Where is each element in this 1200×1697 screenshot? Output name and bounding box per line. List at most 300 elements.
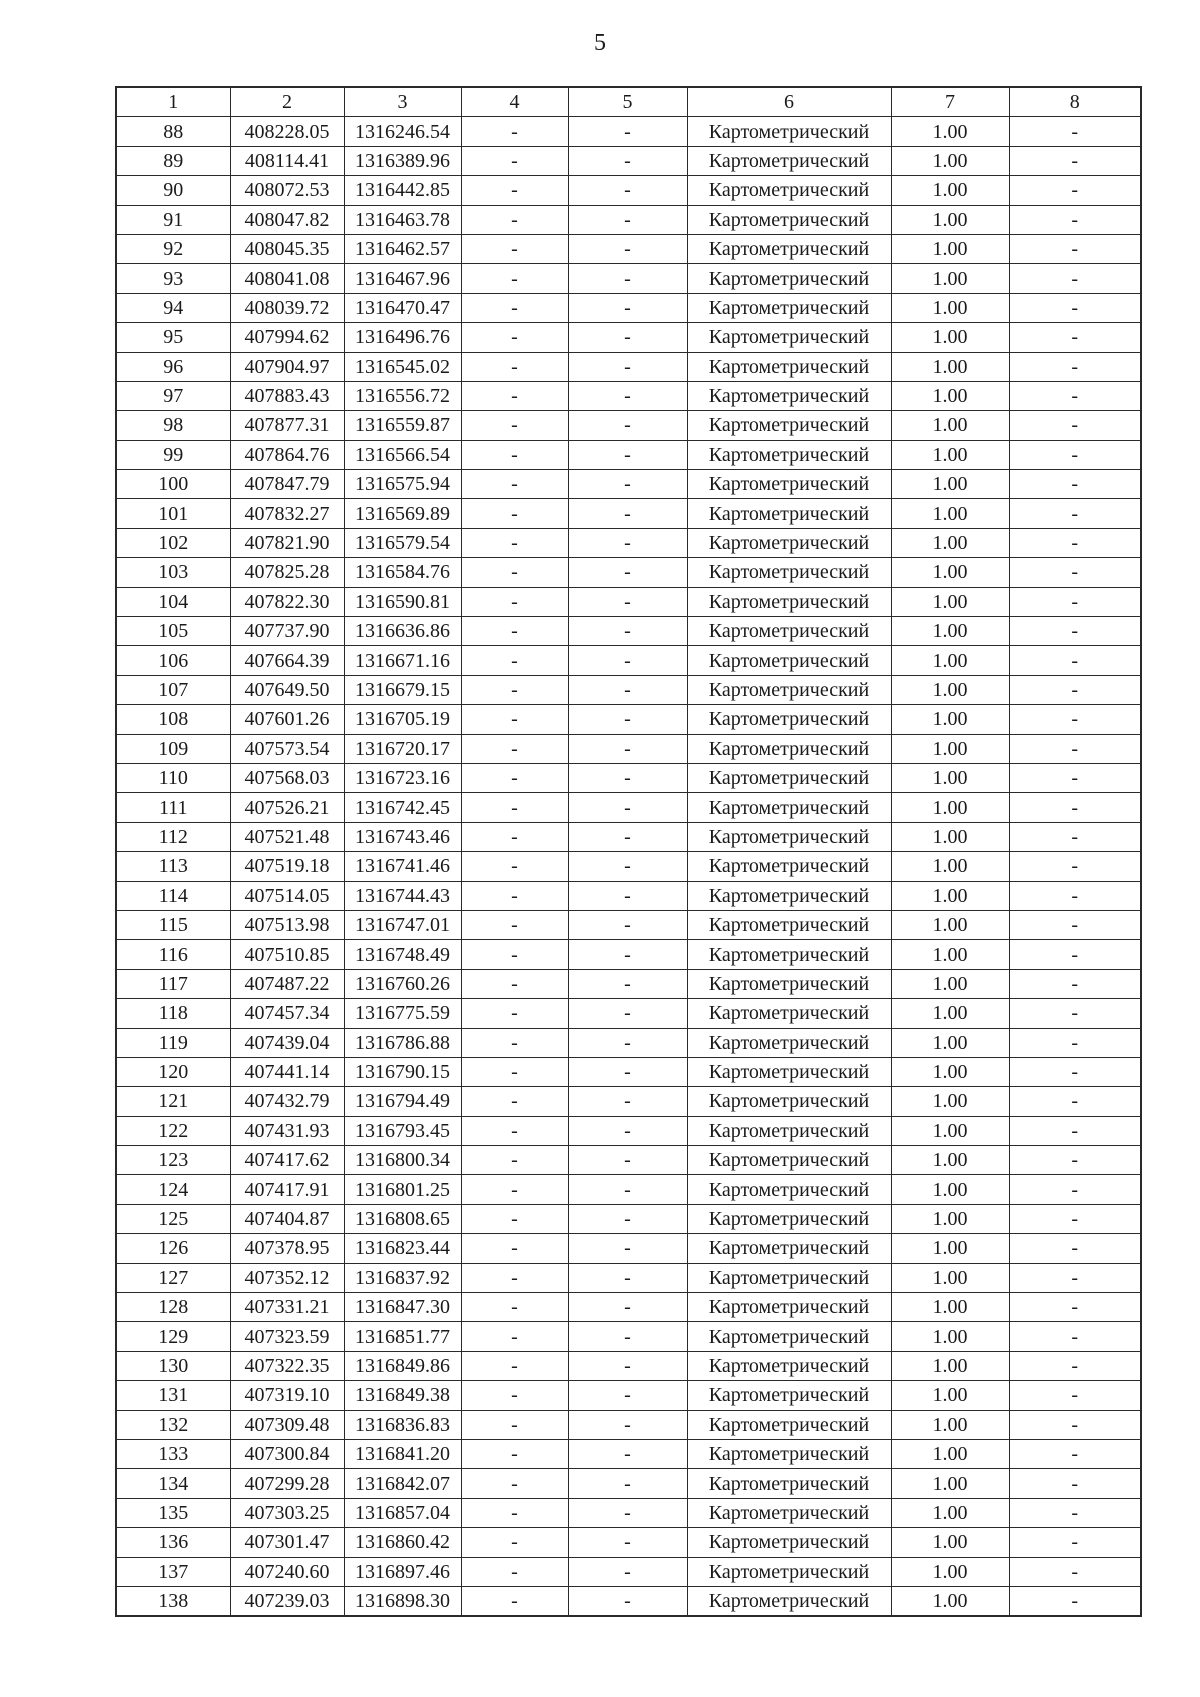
method-cell: Картометрический — [687, 675, 891, 704]
column-4-cell: - — [461, 1116, 568, 1145]
accuracy-cell: 1.00 — [891, 969, 1009, 998]
point-number-cell: 115 — [116, 910, 230, 939]
column-5-cell: - — [568, 205, 687, 234]
column-8-cell: - — [1009, 205, 1141, 234]
column-4-cell: - — [461, 323, 568, 352]
x-coordinate-cell: 408228.05 — [230, 117, 344, 146]
column-8-cell: - — [1009, 1469, 1141, 1498]
column-5-cell: - — [568, 440, 687, 469]
table-row — [116, 440, 1141, 469]
column-4-cell: - — [461, 1439, 568, 1468]
accuracy-cell: 1.00 — [891, 1351, 1009, 1380]
method-cell: Картометрический — [687, 793, 891, 822]
y-coordinate-cell: 1316590.81 — [344, 587, 461, 616]
table-row — [116, 881, 1141, 910]
point-number-cell: 90 — [116, 176, 230, 205]
column-5-cell: - — [568, 822, 687, 851]
accuracy-cell: 1.00 — [891, 822, 1009, 851]
x-coordinate-cell: 407319.10 — [230, 1381, 344, 1410]
x-coordinate-cell: 407832.27 — [230, 499, 344, 528]
x-coordinate-cell: 407323.59 — [230, 1322, 344, 1351]
column-5-cell: - — [568, 1263, 687, 1292]
y-coordinate-cell: 1316851.77 — [344, 1322, 461, 1351]
table-row — [116, 793, 1141, 822]
method-cell: Картометрический — [687, 1528, 891, 1557]
method-cell: Картометрический — [687, 1469, 891, 1498]
x-coordinate-cell: 407737.90 — [230, 617, 344, 646]
table-row — [116, 969, 1141, 998]
column-5-cell: - — [568, 146, 687, 175]
accuracy-cell: 1.00 — [891, 499, 1009, 528]
point-number-cell: 88 — [116, 117, 230, 146]
y-coordinate-cell: 1316847.30 — [344, 1293, 461, 1322]
table-row — [116, 822, 1141, 851]
column-8-cell: - — [1009, 558, 1141, 587]
column-5-cell: - — [568, 1175, 687, 1204]
accuracy-cell: 1.00 — [891, 1322, 1009, 1351]
column-8-cell: - — [1009, 117, 1141, 146]
accuracy-cell: 1.00 — [891, 1498, 1009, 1527]
x-coordinate-cell: 407299.28 — [230, 1469, 344, 1498]
column-4-cell: - — [461, 440, 568, 469]
point-number-cell: 106 — [116, 646, 230, 675]
column-8-cell: - — [1009, 323, 1141, 352]
method-cell: Картометрический — [687, 1204, 891, 1233]
x-coordinate-cell: 407441.14 — [230, 1057, 344, 1086]
y-coordinate-cell: 1316786.88 — [344, 1028, 461, 1057]
column-5-cell: - — [568, 1439, 687, 1468]
y-coordinate-cell: 1316897.46 — [344, 1557, 461, 1586]
table-row — [116, 264, 1141, 293]
y-coordinate-cell: 1316442.85 — [344, 176, 461, 205]
accuracy-cell: 1.00 — [891, 940, 1009, 969]
method-cell: Картометрический — [687, 587, 891, 616]
column-8-cell: - — [1009, 646, 1141, 675]
method-cell: Картометрический — [687, 1557, 891, 1586]
x-coordinate-cell: 408072.53 — [230, 176, 344, 205]
x-coordinate-cell: 407331.21 — [230, 1293, 344, 1322]
column-4-cell: - — [461, 381, 568, 410]
accuracy-cell: 1.00 — [891, 176, 1009, 205]
column-4-cell: - — [461, 646, 568, 675]
point-number-cell: 107 — [116, 675, 230, 704]
x-coordinate-cell: 407457.34 — [230, 999, 344, 1028]
column-8-cell: - — [1009, 822, 1141, 851]
method-cell: Картометрический — [687, 1116, 891, 1145]
column-4-cell: - — [461, 499, 568, 528]
method-cell: Картометрический — [687, 852, 891, 881]
column-5-cell: - — [568, 1410, 687, 1439]
column-4-cell: - — [461, 1028, 568, 1057]
column-5-cell: - — [568, 176, 687, 205]
table-row — [116, 1410, 1141, 1439]
method-cell: Картометрический — [687, 293, 891, 322]
column-4-cell: - — [461, 1204, 568, 1233]
method-cell: Картометрический — [687, 352, 891, 381]
point-number-cell: 138 — [116, 1586, 230, 1616]
x-coordinate-cell: 408041.08 — [230, 264, 344, 293]
accuracy-cell: 1.00 — [891, 734, 1009, 763]
column-5-cell: - — [568, 734, 687, 763]
x-coordinate-cell: 408039.72 — [230, 293, 344, 322]
method-cell: Картометрический — [687, 234, 891, 263]
x-coordinate-cell: 407514.05 — [230, 881, 344, 910]
point-number-cell: 127 — [116, 1263, 230, 1292]
x-coordinate-cell: 407573.54 — [230, 734, 344, 763]
column-8-cell: - — [1009, 1351, 1141, 1380]
column-4-cell: - — [461, 1057, 568, 1086]
point-number-cell: 134 — [116, 1469, 230, 1498]
point-number-cell: 91 — [116, 205, 230, 234]
column-5-cell: - — [568, 558, 687, 587]
method-cell: Картометрический — [687, 881, 891, 910]
accuracy-cell: 1.00 — [891, 352, 1009, 381]
table-row — [116, 999, 1141, 1028]
x-coordinate-cell: 407301.47 — [230, 1528, 344, 1557]
point-number-cell: 135 — [116, 1498, 230, 1527]
x-coordinate-cell: 407526.21 — [230, 793, 344, 822]
method-cell: Картометрический — [687, 1439, 891, 1468]
y-coordinate-cell: 1316775.59 — [344, 999, 461, 1028]
point-number-cell: 108 — [116, 705, 230, 734]
method-cell: Картометрический — [687, 1381, 891, 1410]
method-cell: Картометрический — [687, 176, 891, 205]
accuracy-cell: 1.00 — [891, 1410, 1009, 1439]
method-cell: Картометрический — [687, 1146, 891, 1175]
column-header: 6 — [687, 87, 891, 117]
point-number-cell: 131 — [116, 1381, 230, 1410]
accuracy-cell: 1.00 — [891, 763, 1009, 792]
y-coordinate-cell: 1316575.94 — [344, 470, 461, 499]
table-row — [116, 675, 1141, 704]
point-number-cell: 98 — [116, 411, 230, 440]
table-row — [116, 1557, 1141, 1586]
accuracy-cell: 1.00 — [891, 1146, 1009, 1175]
table-row — [116, 411, 1141, 440]
point-number-cell: 109 — [116, 734, 230, 763]
column-5-cell: - — [568, 705, 687, 734]
column-4-cell: - — [461, 293, 568, 322]
column-8-cell: - — [1009, 1263, 1141, 1292]
column-5-cell: - — [568, 1381, 687, 1410]
method-cell: Картометрический — [687, 528, 891, 557]
table-row — [116, 499, 1141, 528]
column-5-cell: - — [568, 381, 687, 410]
column-8-cell: - — [1009, 675, 1141, 704]
column-header: 5 — [568, 87, 687, 117]
point-number-cell: 102 — [116, 528, 230, 557]
table-row — [116, 381, 1141, 410]
point-number-cell: 103 — [116, 558, 230, 587]
y-coordinate-cell: 1316849.86 — [344, 1351, 461, 1380]
column-4-cell: - — [461, 1469, 568, 1498]
accuracy-cell: 1.00 — [891, 1116, 1009, 1145]
y-coordinate-cell: 1316741.46 — [344, 852, 461, 881]
column-header: 8 — [1009, 87, 1141, 117]
column-8-cell: - — [1009, 293, 1141, 322]
x-coordinate-cell: 407994.62 — [230, 323, 344, 352]
table-row — [116, 1087, 1141, 1116]
method-cell: Картометрический — [687, 205, 891, 234]
accuracy-cell: 1.00 — [891, 440, 1009, 469]
accuracy-cell: 1.00 — [891, 1469, 1009, 1498]
column-8-cell: - — [1009, 999, 1141, 1028]
y-coordinate-cell: 1316559.87 — [344, 411, 461, 440]
column-4-cell: - — [461, 969, 568, 998]
x-coordinate-cell: 407822.30 — [230, 587, 344, 616]
point-number-cell: 118 — [116, 999, 230, 1028]
point-number-cell: 100 — [116, 470, 230, 499]
column-5-cell: - — [568, 1351, 687, 1380]
x-coordinate-cell: 407568.03 — [230, 763, 344, 792]
x-coordinate-cell: 407303.25 — [230, 1498, 344, 1527]
y-coordinate-cell: 1316463.78 — [344, 205, 461, 234]
method-cell: Картометрический — [687, 822, 891, 851]
accuracy-cell: 1.00 — [891, 793, 1009, 822]
method-cell: Картометрический — [687, 734, 891, 763]
accuracy-cell: 1.00 — [891, 470, 1009, 499]
point-number-cell: 97 — [116, 381, 230, 410]
point-number-cell: 125 — [116, 1204, 230, 1233]
column-4-cell: - — [461, 1087, 568, 1116]
accuracy-cell: 1.00 — [891, 705, 1009, 734]
column-5-cell: - — [568, 1586, 687, 1616]
y-coordinate-cell: 1316545.02 — [344, 352, 461, 381]
accuracy-cell: 1.00 — [891, 910, 1009, 939]
method-cell: Картометрический — [687, 381, 891, 410]
table-row — [116, 1146, 1141, 1175]
y-coordinate-cell: 1316857.04 — [344, 1498, 461, 1527]
table-row — [116, 910, 1141, 939]
accuracy-cell: 1.00 — [891, 1087, 1009, 1116]
table-row — [116, 558, 1141, 587]
method-cell: Картометрический — [687, 146, 891, 175]
column-5-cell: - — [568, 1057, 687, 1086]
y-coordinate-cell: 1316898.30 — [344, 1586, 461, 1616]
column-4-cell: - — [461, 117, 568, 146]
accuracy-cell: 1.00 — [891, 146, 1009, 175]
column-5-cell: - — [568, 1498, 687, 1527]
x-coordinate-cell: 407519.18 — [230, 852, 344, 881]
y-coordinate-cell: 1316705.19 — [344, 705, 461, 734]
accuracy-cell: 1.00 — [891, 1528, 1009, 1557]
method-cell: Картометрический — [687, 264, 891, 293]
x-coordinate-cell: 407664.39 — [230, 646, 344, 675]
column-8-cell: - — [1009, 1557, 1141, 1586]
accuracy-cell: 1.00 — [891, 558, 1009, 587]
point-number-cell: 111 — [116, 793, 230, 822]
column-8-cell: - — [1009, 1498, 1141, 1527]
table-row — [116, 323, 1141, 352]
point-number-cell: 137 — [116, 1557, 230, 1586]
column-5-cell: - — [568, 1028, 687, 1057]
x-coordinate-cell: 407322.35 — [230, 1351, 344, 1380]
accuracy-cell: 1.00 — [891, 1293, 1009, 1322]
column-8-cell: - — [1009, 1146, 1141, 1175]
y-coordinate-cell: 1316808.65 — [344, 1204, 461, 1233]
column-4-cell: - — [461, 1351, 568, 1380]
table-row — [116, 763, 1141, 792]
column-5-cell: - — [568, 1204, 687, 1233]
point-number-cell: 122 — [116, 1116, 230, 1145]
method-cell: Картометрический — [687, 1175, 891, 1204]
method-cell: Картометрический — [687, 617, 891, 646]
table-row — [116, 352, 1141, 381]
column-4-cell: - — [461, 734, 568, 763]
table-row — [116, 1351, 1141, 1380]
column-5-cell: - — [568, 117, 687, 146]
table-row — [116, 1528, 1141, 1557]
column-8-cell: - — [1009, 1410, 1141, 1439]
column-4-cell: - — [461, 205, 568, 234]
column-8-cell: - — [1009, 617, 1141, 646]
y-coordinate-cell: 1316584.76 — [344, 558, 461, 587]
point-number-cell: 121 — [116, 1087, 230, 1116]
method-cell: Картометрический — [687, 1293, 891, 1322]
table-row — [116, 1498, 1141, 1527]
column-8-cell: - — [1009, 381, 1141, 410]
x-coordinate-cell: 407487.22 — [230, 969, 344, 998]
column-5-cell: - — [568, 999, 687, 1028]
point-number-cell: 123 — [116, 1146, 230, 1175]
x-coordinate-cell: 407883.43 — [230, 381, 344, 410]
table-body — [116, 117, 1141, 1616]
y-coordinate-cell: 1316744.43 — [344, 881, 461, 910]
y-coordinate-cell: 1316246.54 — [344, 117, 461, 146]
column-8-cell: - — [1009, 176, 1141, 205]
column-4-cell: - — [461, 1293, 568, 1322]
column-header: 7 — [891, 87, 1009, 117]
column-5-cell: - — [568, 881, 687, 910]
column-8-cell: - — [1009, 1528, 1141, 1557]
column-8-cell: - — [1009, 264, 1141, 293]
column-5-cell: - — [568, 1146, 687, 1175]
column-4-cell: - — [461, 999, 568, 1028]
column-4-cell: - — [461, 1498, 568, 1527]
column-5-cell: - — [568, 617, 687, 646]
y-coordinate-cell: 1316742.45 — [344, 793, 461, 822]
y-coordinate-cell: 1316579.54 — [344, 528, 461, 557]
accuracy-cell: 1.00 — [891, 234, 1009, 263]
accuracy-cell: 1.00 — [891, 675, 1009, 704]
point-number-cell: 116 — [116, 940, 230, 969]
y-coordinate-cell: 1316842.07 — [344, 1469, 461, 1498]
y-coordinate-cell: 1316720.17 — [344, 734, 461, 763]
column-8-cell: - — [1009, 499, 1141, 528]
y-coordinate-cell: 1316556.72 — [344, 381, 461, 410]
table-row — [116, 1263, 1141, 1292]
y-coordinate-cell: 1316823.44 — [344, 1234, 461, 1263]
y-coordinate-cell: 1316794.49 — [344, 1087, 461, 1116]
point-number-cell: 120 — [116, 1057, 230, 1086]
point-number-cell: 119 — [116, 1028, 230, 1057]
x-coordinate-cell: 407404.87 — [230, 1204, 344, 1233]
x-coordinate-cell: 407240.60 — [230, 1557, 344, 1586]
table-row — [116, 587, 1141, 616]
column-8-cell: - — [1009, 470, 1141, 499]
column-5-cell: - — [568, 1087, 687, 1116]
column-4-cell: - — [461, 1528, 568, 1557]
accuracy-cell: 1.00 — [891, 1234, 1009, 1263]
column-4-cell: - — [461, 1322, 568, 1351]
table-row — [116, 1586, 1141, 1616]
table-row — [116, 1175, 1141, 1204]
method-cell: Картометрический — [687, 1057, 891, 1086]
table-row — [116, 146, 1141, 175]
method-cell: Картометрический — [687, 705, 891, 734]
column-4-cell: - — [461, 264, 568, 293]
method-cell: Картометрический — [687, 470, 891, 499]
y-coordinate-cell: 1316800.34 — [344, 1146, 461, 1175]
column-4-cell: - — [461, 705, 568, 734]
column-8-cell: - — [1009, 1175, 1141, 1204]
header-row — [116, 87, 1141, 117]
x-coordinate-cell: 407847.79 — [230, 470, 344, 499]
column-8-cell: - — [1009, 146, 1141, 175]
column-4-cell: - — [461, 176, 568, 205]
column-4-cell: - — [461, 528, 568, 557]
point-number-cell: 112 — [116, 822, 230, 851]
x-coordinate-cell: 407864.76 — [230, 440, 344, 469]
y-coordinate-cell: 1316849.38 — [344, 1381, 461, 1410]
column-header: 2 — [230, 87, 344, 117]
column-5-cell: - — [568, 1293, 687, 1322]
method-cell: Картометрический — [687, 646, 891, 675]
x-coordinate-cell: 408114.41 — [230, 146, 344, 175]
point-number-cell: 113 — [116, 852, 230, 881]
x-coordinate-cell: 407601.26 — [230, 705, 344, 734]
column-8-cell: - — [1009, 1057, 1141, 1086]
y-coordinate-cell: 1316836.83 — [344, 1410, 461, 1439]
point-number-cell: 128 — [116, 1293, 230, 1322]
column-8-cell: - — [1009, 763, 1141, 792]
accuracy-cell: 1.00 — [891, 587, 1009, 616]
y-coordinate-cell: 1316760.26 — [344, 969, 461, 998]
accuracy-cell: 1.00 — [891, 1439, 1009, 1468]
y-coordinate-cell: 1316801.25 — [344, 1175, 461, 1204]
method-cell: Картометрический — [687, 323, 891, 352]
column-4-cell: - — [461, 1175, 568, 1204]
x-coordinate-cell: 407352.12 — [230, 1263, 344, 1292]
accuracy-cell: 1.00 — [891, 117, 1009, 146]
x-coordinate-cell: 407432.79 — [230, 1087, 344, 1116]
table-row — [116, 1381, 1141, 1410]
method-cell: Картометрический — [687, 558, 891, 587]
point-number-cell: 92 — [116, 234, 230, 263]
y-coordinate-cell: 1316747.01 — [344, 910, 461, 939]
x-coordinate-cell: 407513.98 — [230, 910, 344, 939]
column-4-cell: - — [461, 1557, 568, 1586]
column-5-cell: - — [568, 587, 687, 616]
y-coordinate-cell: 1316636.86 — [344, 617, 461, 646]
y-coordinate-cell: 1316841.20 — [344, 1439, 461, 1468]
column-8-cell: - — [1009, 528, 1141, 557]
accuracy-cell: 1.00 — [891, 1028, 1009, 1057]
accuracy-cell: 1.00 — [891, 852, 1009, 881]
column-5-cell: - — [568, 910, 687, 939]
column-8-cell: - — [1009, 793, 1141, 822]
accuracy-cell: 1.00 — [891, 1263, 1009, 1292]
column-4-cell: - — [461, 1263, 568, 1292]
table-row — [116, 293, 1141, 322]
method-cell: Картометрический — [687, 763, 891, 792]
x-coordinate-cell: 407439.04 — [230, 1028, 344, 1057]
point-number-cell: 96 — [116, 352, 230, 381]
column-8-cell: - — [1009, 910, 1141, 939]
x-coordinate-cell: 407309.48 — [230, 1410, 344, 1439]
column-4-cell: - — [461, 234, 568, 263]
x-coordinate-cell: 408047.82 — [230, 205, 344, 234]
